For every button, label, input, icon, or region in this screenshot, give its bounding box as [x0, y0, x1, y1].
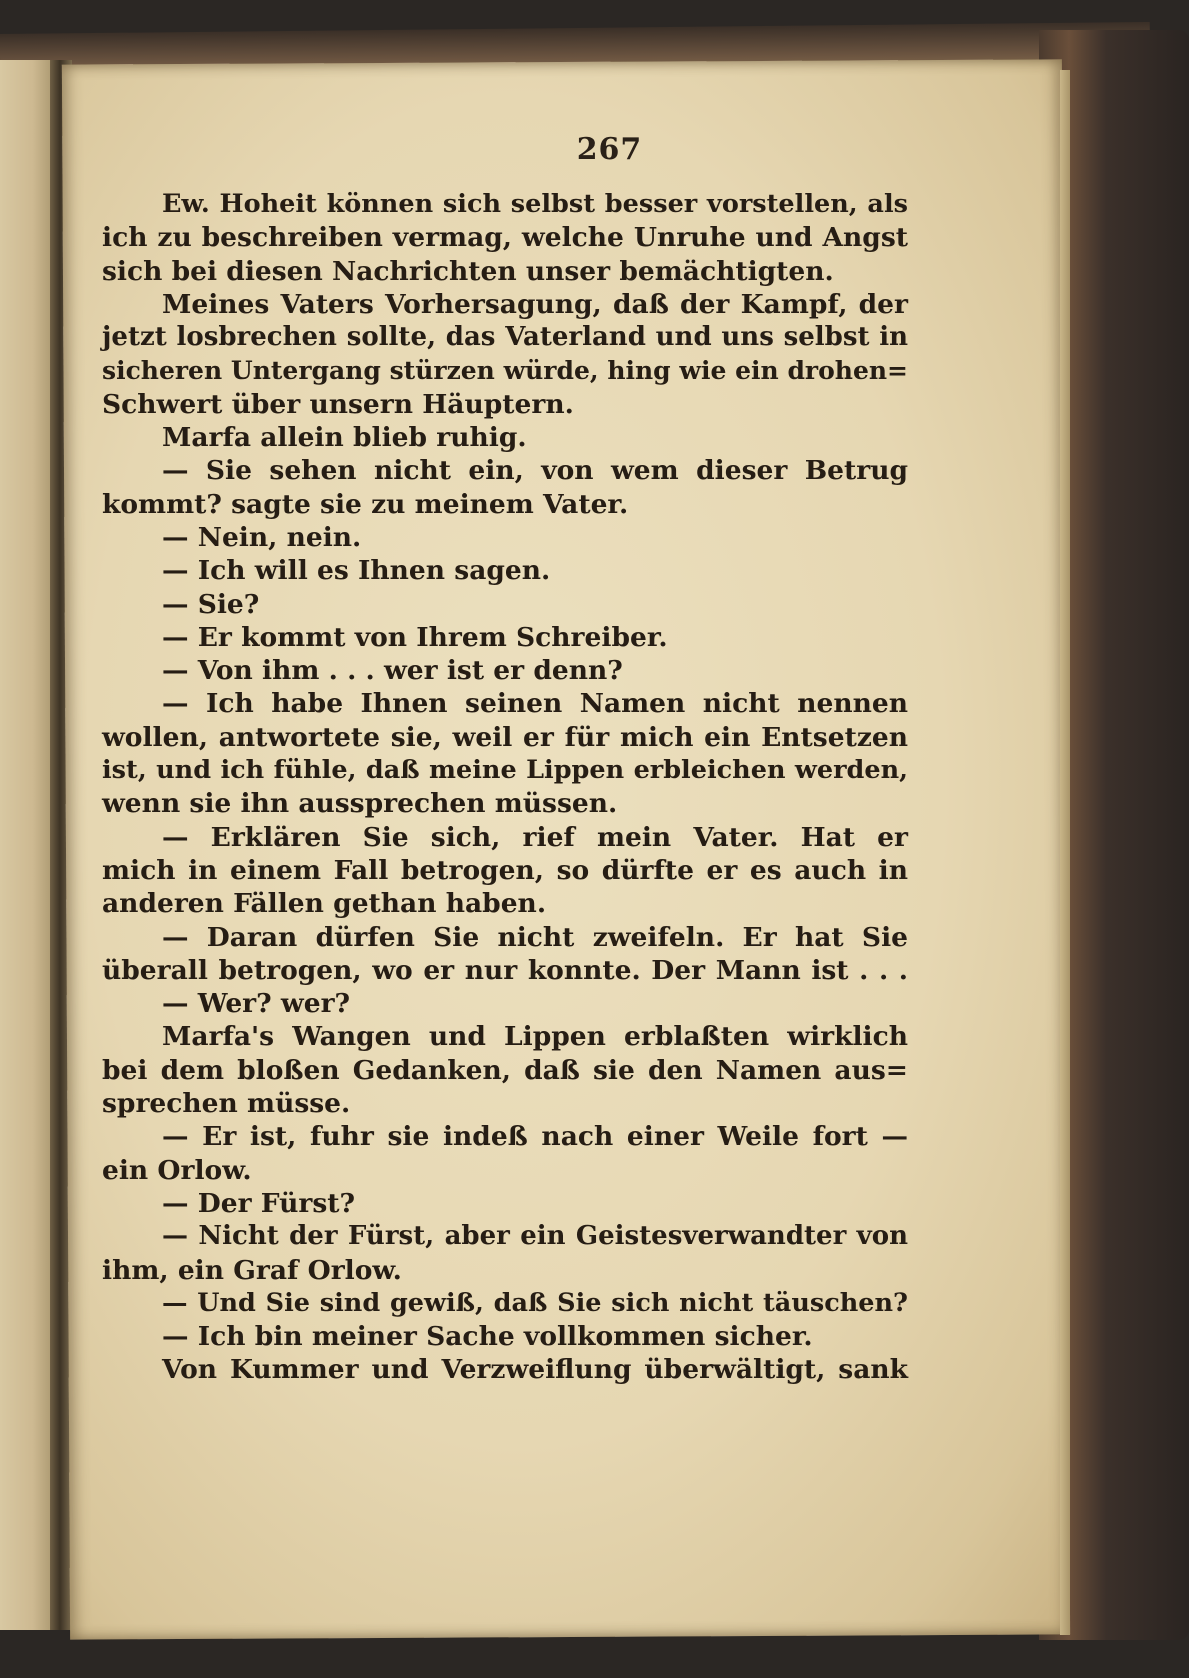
- text-line: überall betrogen, wo er nur konnte. Der Mann ist . . .: [102, 954, 908, 986]
- text-line: Marfa's Wangen und Lippen erblaßten wirklich: [162, 1021, 908, 1053]
- text-line: jetzt losbrechen sollte, das Vaterland und uns selbst in: [102, 322, 908, 353]
- text-line: kommt? sagte sie zu meinem Vater.: [102, 488, 629, 520]
- text-line: — Ich bin meiner Sache vollkommen sicher.: [162, 1321, 813, 1353]
- text-line: wollen, antwortete sie, weil er für mich ein Entsetzen: [102, 721, 908, 753]
- text-line: — Der Fürst?: [162, 1187, 356, 1219]
- text-line: — Erklären Sie sich, rief mein Vater. Hat er: [162, 821, 908, 853]
- text-line: — Sie?: [162, 588, 260, 620]
- page-body-text: [102, 188, 908, 1387]
- text-line: wenn sie ihn aussprechen müssen.: [102, 788, 618, 820]
- text-line: — Ich will es Ihnen sagen.: [162, 555, 551, 587]
- text-line: sicheren Untergang stürzen würde, hing wie ein drohen=: [102, 356, 908, 386]
- text-line: sprechen müsse.: [102, 1088, 351, 1120]
- text-line: — Von ihm . . . wer ist er denn?: [162, 655, 623, 687]
- text-line: ihm, ein Graf Orlow.: [102, 1254, 402, 1286]
- text-line: — Ich habe Ihnen seinen Namen nicht nennen: [162, 688, 908, 720]
- text-line: — Nein, nein.: [162, 521, 362, 553]
- text-line: Ew. Hoheit können sich selbst besser vorstellen, als: [162, 189, 908, 219]
- text-line: ist, und ich fühle, daß meine Lippen erbleichen werden,: [102, 755, 908, 786]
- text-line: mich in einem Fall betrogen, so dürfte er es auch in: [102, 854, 908, 886]
- text-line: anderen Fällen gethan haben.: [102, 888, 547, 920]
- text-line: Meines Vaters Vorhersagung, daß der Kampf, der: [162, 288, 908, 320]
- text-line: — Sie sehen nicht ein, von wem dieser Betrug: [162, 455, 908, 487]
- text-line: Marfa allein blieb ruhig.: [162, 422, 527, 454]
- text-line: — Daran dürfen Sie nicht zweifeln. Er hat Sie: [162, 921, 908, 953]
- text-line: ein Orlow.: [102, 1154, 252, 1186]
- text-line: bei dem bloßen Gedanken, daß sie den Namen aus=: [102, 1054, 908, 1086]
- text-line: — Er ist, fuhr sie indeß nach einer Weile fort —: [162, 1121, 908, 1153]
- text-line: — Wer? wer?: [162, 988, 351, 1020]
- text-line: ich zu beschreiben vermag, welche Unruhe und Angst: [102, 222, 908, 254]
- page-number: 267: [576, 132, 643, 167]
- previous-page-edge: [0, 60, 55, 1630]
- text-line: — Und Sie sind gewiß, daß Sie sich nicht täuschen?: [162, 1287, 908, 1318]
- text-line: — Er kommt von Ihrem Schreiber.: [162, 621, 668, 653]
- text-line: sich bei diesen Nachrichten unser bemächtigten.: [102, 255, 834, 287]
- text-line: — Nicht der Fürst, aber ein Geistesverwandter von: [162, 1221, 908, 1252]
- text-line: Von Kummer und Verzweiflung überwältigt, sank: [162, 1354, 908, 1386]
- page-stack-edge: [1060, 70, 1070, 1635]
- text-line: Schwert über unsern Häuptern.: [102, 388, 574, 420]
